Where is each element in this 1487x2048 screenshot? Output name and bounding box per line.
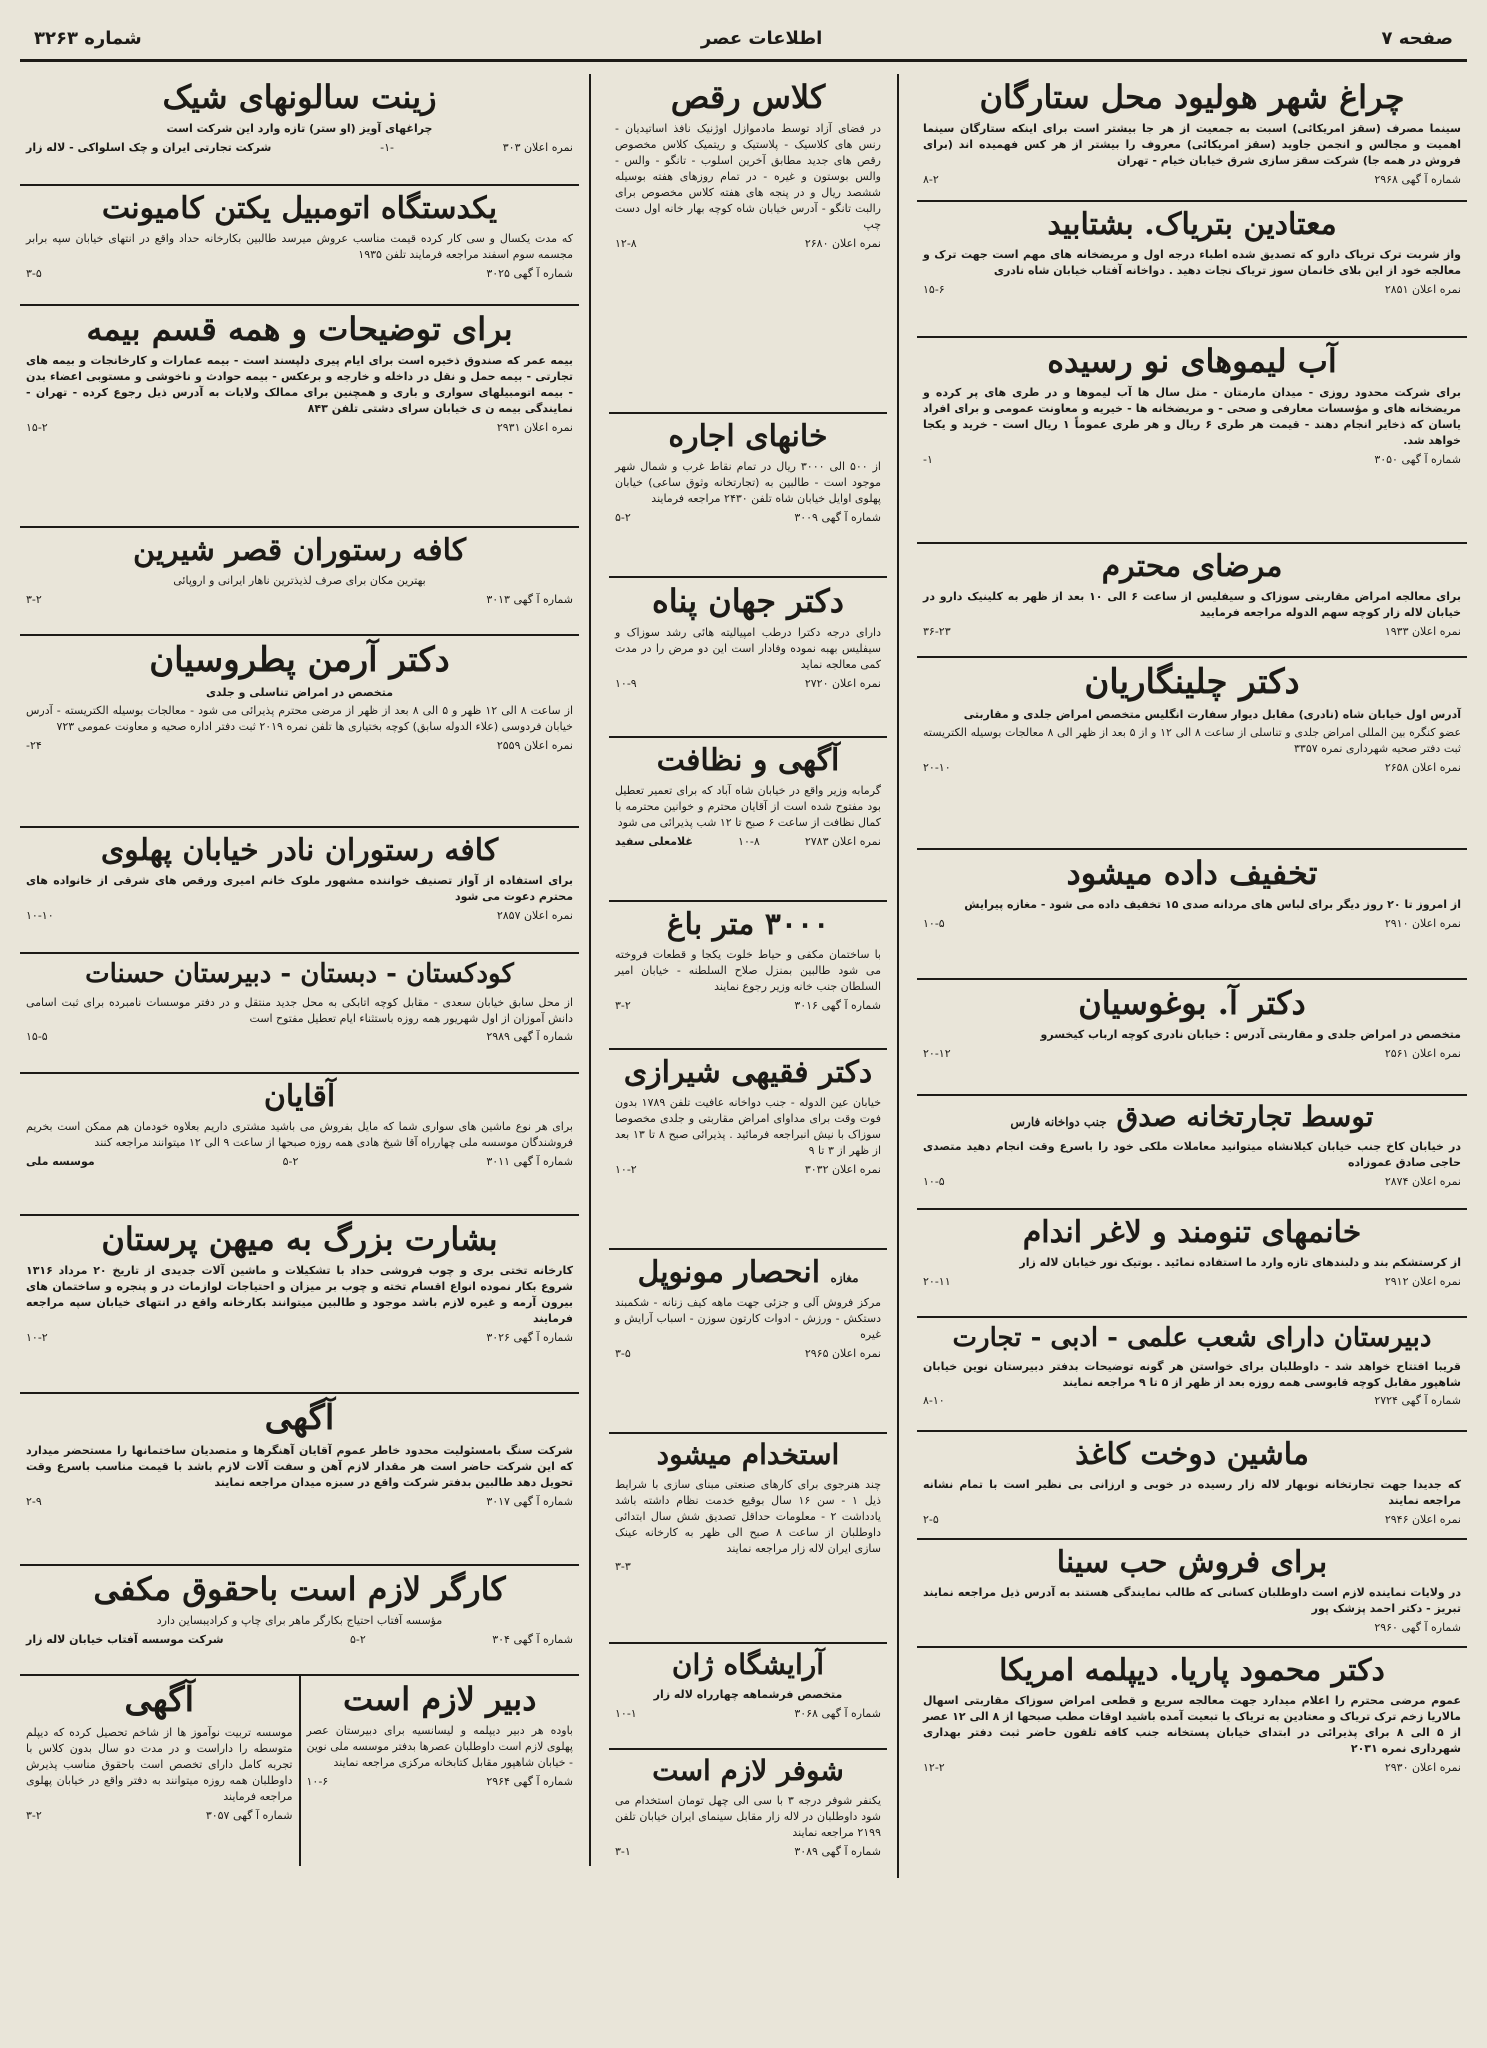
ad-number: نمره اعلان ۲۹۴۶ <box>1384 1512 1461 1526</box>
ad-title: چراغ شهر هولیود محل ستارگان <box>979 78 1405 116</box>
ad-title: دکتر چلینگاریان <box>1084 662 1300 702</box>
ad-garden <box>609 902 887 1050</box>
ad-salon-lamps <box>20 74 579 186</box>
ad-body: خیابان عین الدوله - جنب دواخانه عافیت تلفن ۱۷۸۹ بدون فوت وقت برای مداوای امراض مقاربتی و جلدی مخصوصا سوزاک با نیش انبراجعه فرمائید . پذیرائی صبح ۸ تا ۱۳ بعد از ظهر از ۳ تا ۹ <box>615 1096 882 1157</box>
ad-number: نمره اعلان ۲۷۲۰ <box>804 677 881 690</box>
ad-title: یکدستگاه اتومبیل یکتن کامیونت <box>101 191 498 226</box>
ad-body: از محل سابق خیابان سعدی - مقابل کوچه اتابکی به محل جدید منتقل و در دفتر موسسات نامبرده برای ثبت اسامی دانش آموزان از اول شهریور همه روزه باستثناء ایام تعطیل مفتوح است <box>26 995 573 1025</box>
ad-notice-school <box>20 1676 301 1866</box>
ad-number: نمره اعلان ۲۵۶۱ <box>1384 1047 1461 1061</box>
ad-number: نمره اعلان ۲۹۳۱ <box>496 420 573 434</box>
ad-body: متخصص در امراض جلدی و مقاربتی آدرس : خیابان نادری کوچه ارباب کیخسرو <box>1040 1028 1461 1042</box>
ad-body: در خیابان کاخ جنب خیابان کیلانشاه میتوانید معاملات ملکی خود را باسرع وقت انجام دهید متصدی حاجی صادق عموزاده <box>923 1139 1461 1169</box>
ad-number: نمره اعلان ۳۰۳۲ <box>804 1162 881 1176</box>
ad-pre: مغازه <box>830 1271 859 1285</box>
left-bottom-split <box>20 1676 579 1866</box>
ad-code: ۳-۲ <box>615 998 631 1012</box>
ad-hasanat-school <box>20 954 579 1074</box>
ad-body: عموم مرضی محترم را اعلام میدارد جهت معالجه سریع و قطعی امراض سوزاک مقاربتی اسهال مالاریا زخم ترک تریاک و معتادین به تریاک یا تبعیت آمده باشید اوقات مطب صبحها از ۸ الی ۱۲ عصر از ۵ الی ۸ برای پذیرائی در ابتدای خیابان پستخانه جنب کافه تلفون حاضر ثبت دفتر بهداری شهرداری نمره ۲۰۳۱ <box>923 1694 1461 1755</box>
ad-title: دکتر آ. بوغوسیان <box>1078 984 1306 1022</box>
ad-stone-company <box>20 1394 579 1566</box>
page-label: صفحه ۷ <box>1381 28 1453 49</box>
ad-body: دارای درجه دکترا درطب امپیالیته هائی رشد سوزاک و سیفلیس بهبه نموده وفادار است این دو مرض را در مدت کمی معالجه نماید <box>615 626 881 672</box>
ad-title: مرضای محترم <box>1101 549 1283 584</box>
ad-body: مؤسسه آفتاب احتیاج بکارگر ماهر برای چاپ و کرادیبساین دارد <box>156 1614 443 1628</box>
ad-code: ۳-۵ <box>615 1346 631 1360</box>
ad-body: قریبا افتتاح خواهد شد - داوطلبان برای خواستن هر گونه توضیحات بدفتر دبیرستان نوین خیابان شاهپور مقابل کوچه قابوسی همه روزه بعد از ظهر از ۵ تا ۹ مراجعه نمایند <box>923 1359 1461 1389</box>
ad-body: کارخانه تختی بری و چوب فروشی حداد با تشکیلات و ماشین آلات جدیدی از تاریخ ۲۰ مرداد ۱۳۱۶ شروع بکار نموده انواع اقسام تخته و چوب بر میزان و احتیاجات لوازمات در و پنجره و ساختمان های بیرون آرمه و غیره لازم باشد موجود و طالبین میتوانند بکارخانه واقع در انتهای خیابان سپه مراجعه فرمایند <box>26 1264 573 1325</box>
ad-sina-pills <box>917 1540 1467 1648</box>
ad-code: ۱۵-۲ <box>26 420 48 434</box>
ad-lemon <box>917 338 1467 544</box>
ad-signature: موسسه ملی <box>26 1154 95 1168</box>
ad-code: ۳-۲ <box>26 1809 42 1823</box>
ad-title: دبیرستان دارای شعب علمی - ادبی - تجارت <box>952 1323 1432 1353</box>
ad-code: ۲۰-۱۰ <box>923 761 951 775</box>
ad-title: زینت سالونهای شیک <box>162 78 437 116</box>
paper-name: اطلاعات عصر <box>700 28 823 49</box>
ad-hiring <box>609 1434 887 1644</box>
ad-ladies <box>917 1210 1467 1318</box>
ad-code: ۲۴- <box>26 739 42 753</box>
ad-body: برای استفاده از آواز تصنیف خواننده مشهور ملوک خانم امیری ورقص های شرقی از خانواده های محترم دعوت می شود <box>26 874 573 903</box>
ad-number: نمره اعلان ۲۸۵۷ <box>496 908 573 922</box>
ad-title: برای فروش حب سینا <box>1056 1545 1328 1580</box>
ad-title: کودکستان - دبستان - دبیرستان حسنات <box>85 959 514 989</box>
ad-body: که جدیدا جهت تجارتخانه نوبهار لاله زار رسیده در خوبی و ارزانی بی نظیر است با تمام نشانه مراجعه نمایند <box>923 1478 1461 1507</box>
ad-body: برای هر نوع ماشین های سواری شما که مایل بفروش می باشید مشتری داریم بعلاوه خودمان هم ممکن است بخریم فروشندگان موسسه ملی چهارراه آقا شیخ هادی همه روزه صبحها از ساعت ۹ الی ۱۲ میتوانند مراجعه کنند <box>26 1120 573 1149</box>
ad-number: نمره اعلان ۲۹۶۵ <box>804 1346 881 1360</box>
ad-title: دکتر فقیهی شیرازی <box>623 1055 873 1090</box>
ad-monopol <box>609 1250 887 1434</box>
ad-number: شماره آ گهی ۳۰۲۵ <box>486 266 573 280</box>
ad-code: ۱۰-۵ <box>923 917 945 931</box>
ad-code: ۲-۹ <box>26 1495 42 1509</box>
ad-chelingarian <box>917 658 1467 850</box>
issue-label: شماره ۳۲۶۳ <box>34 28 142 49</box>
ad-number: شماره آ گهی ۳۰۱۳ <box>486 592 573 606</box>
ad-number: نمره اعلان ۲۶۸۰ <box>804 236 881 250</box>
ad-number: نمره اعلان ۲۸۷۴ <box>1384 1174 1461 1188</box>
ad-body: برای شرکت محدود روزی - میدان مارمتان - متل سال ها آب لیموها و در طری های پر کرده و مریضخانه های و مؤسسات معارفی و صحی - و مریضخانه ها - خیریه و معاونت عمومی و برای افراد یاسان که ذخایر انجام دهند - قیمت هر طری ۶ ریال و هر طری عموماً ۱ ریال است - خرید و یکجا خواهد شد. <box>923 386 1461 447</box>
ad-body: واز شربت ترک تریاک دارو که تصدیق شده اطباء درجه اول و مریضخانه های مهم است جهت ترک و معالجه خود از این بلای خانمان سوز تریاک نجات دهید . دواخانه آفتاب خیابان شاه نادری <box>923 248 1461 277</box>
ad-number: شماره آ گهی ۲۹۶۰ <box>1374 1620 1461 1634</box>
ad-teacher-wanted <box>301 1676 580 1866</box>
ad-body: از امروز تا ۲۰ روز دیگر برای لباس های مردانه صدی ۱۵ تخفیف داده می شود - مغازه پیرایش <box>964 898 1461 912</box>
ad-code: ۱۰-۶ <box>306 1775 329 1788</box>
ad-title: معتادین بتریاک. بشتابید <box>1047 207 1337 242</box>
ad-number: شماره آ گهی ۲۹۸۹ <box>486 1030 573 1044</box>
ad-rent-houses <box>609 414 887 578</box>
ad-code: ۱۰-۹ <box>615 677 637 690</box>
left-column <box>20 74 591 1866</box>
ad-number: شماره آ گهی ۳۰۵۰ <box>1374 452 1461 466</box>
ad-insurance <box>20 306 579 528</box>
ad-title: کافه رستوران نادر خیابان پهلوی <box>100 833 499 868</box>
ad-title: برای توضیحات و همه قسم بیمه <box>86 310 513 348</box>
ad-code: ۱۰-۱ <box>615 1706 637 1720</box>
ad-body: مرکز فروش آلی و جزئی جهت ماهه کیف زنانه - شکمبند دستکش - ورزش - ادوات کارتون سوزن - اسباب آرایش و غیره <box>615 1296 881 1341</box>
ad-code: ۱- <box>923 452 933 466</box>
ad-code: ۱۲-۲ <box>923 1760 945 1774</box>
ad-sub: آدرس اول خیابان شاه (نادری) مقابل دیوار سفارت انگلیس متخصص امراض جلدی و مقاربتی <box>963 708 1461 722</box>
ad-code: ۳-۳ <box>615 1560 631 1574</box>
ad-worker-wanted <box>20 1566 579 1676</box>
ad-title: خانهای اجاره <box>668 419 828 454</box>
ad-title: دکتر محمود پاریا. دیپلمه امریکا <box>999 1653 1385 1688</box>
ad-patients <box>917 544 1467 658</box>
ad-paria <box>917 1648 1467 1814</box>
ad-sub: متخصص در امراض تناسلی و جلدی <box>205 686 394 700</box>
ad-hollywood <box>917 74 1467 202</box>
ad-signature: شرکت تجارتی ایران و چک اسلواکی - لاله زار <box>26 141 272 155</box>
ad-code: ۲۰-۱۱ <box>923 1274 951 1288</box>
ad-title: دبیر لازم است <box>343 1680 537 1718</box>
ad-body: بیمه عمر که صندوق ذخیره است برای ایام پیری دلپسند است - بیمه عمارات و کارخانجات و بیمه های تجارتی - بیمه حمل و نقل در داخله و خارجه و برعکس - بیمه حوادث و ناخوشی و مستوبی اعضاء بدن - بیمه اتومبیلهای سواری و باری و همچنین برای ممالک ولایات به آدرس ذیل رجوع کرده - تهران - نمایندگی بیمه ن ی خیابان سرای دشتی تلفن ۸۴۳ <box>26 354 573 415</box>
ad-title: شوفر لازم است <box>652 1754 844 1787</box>
ad-code: ۱۰-۲ <box>615 1162 637 1176</box>
ad-body: موسسه تربیت نوآموز ها از شاخم تحصیل کرده که دیپلم متوسطه را داراست و در مدت دو سال بدون کلاس با تجربه کامل دارای تخصص است باحقوق مناسب پذیرش داوطلبان همه روزه میتوانند به دفتر واقع در خیابان پهلوی مراجعه فرمایند <box>26 1726 293 1804</box>
ad-number: شماره آ گهی ۳۰۸۹ <box>794 1844 881 1858</box>
ad-code: ۳-۱ <box>615 1844 631 1858</box>
ad-code: ۱۵-۵ <box>26 1030 48 1044</box>
ad-signature: شرکت موسسه آفتاب خیابان لاله زار <box>26 1633 224 1647</box>
ad-title: آرایشگاه ژان <box>671 1648 825 1681</box>
ad-title <box>923 1102 1461 1133</box>
ad-title: ۳۰۰۰ متر باغ <box>666 907 830 942</box>
ad-title-text: توسط تجارتخانه صدق <box>1116 1100 1374 1133</box>
ad-number: نمره اعلان ۱۹۳۳ <box>1384 624 1461 638</box>
ad-number: شماره آ گهی ۳۰۶۸ <box>794 1706 881 1720</box>
ad-bath <box>609 738 887 902</box>
ad-code: ۵-۲ <box>282 1154 299 1168</box>
ad-body: که مدت یکسال و سی کار کرده قیمت مناسب عروش میرسد طالبین بکارخانه حداد واقع در انتهای خیابان سپه برابر مجسمه سوم اسفند مراجعه فرمایند تلفن ۱۹۳۵ <box>26 232 573 261</box>
ad-body: عضو کنگره بین المللی امراض جلدی و تناسلی از ساعت ۸ الی ۱۲ و از ۵ بعد از ظهر الی ۸ معالجات بوسیله الکتریسته ثبت دفتر صحیه شهرداری نمره ۳۳۵۷ <box>923 726 1462 756</box>
ad-body: چراغهای آویز (او ستر) تازه وارد این شرکت است <box>166 122 433 136</box>
ad-faghihi <box>609 1050 887 1250</box>
ad-patriots <box>20 1216 579 1394</box>
ad-code: ۱۰-۸ <box>738 834 760 848</box>
middle-column <box>609 74 899 1878</box>
ad-title: آگهی و نظافت <box>656 743 840 778</box>
ad-title: دکتر جهان پناه <box>652 582 844 620</box>
ad-body: از کرستشکم بند و دلبندهای تازه وارد ما استفاده نمائید . بوتیک نور خیابان لاله زار <box>1019 1256 1461 1269</box>
ad-number: شماره آ گهی ۳۰۱۶ <box>794 998 881 1012</box>
ad-number: شماره آ گهی ۳۰۱۱ <box>486 1154 573 1168</box>
ad-code: ۱۵-۶ <box>923 282 945 296</box>
ad-discount <box>917 850 1467 980</box>
ad-title <box>615 1256 881 1289</box>
ad-dance-class <box>609 74 887 414</box>
ad-code: ۱۰-۵ <box>923 1174 945 1188</box>
ad-sedgh <box>917 1096 1467 1210</box>
ad-title: بشارت بزرگ به میهن پرستان <box>101 1220 498 1258</box>
ad-number: نمره اعلان ۲۹۱۰ <box>1384 917 1461 931</box>
ad-code: ۲۰-۱۲ <box>923 1047 951 1061</box>
ad-truck <box>20 186 579 306</box>
ad-title: کافه رستوران قصر شیرین <box>132 533 467 568</box>
ad-body: شرکت سنگ بامسئولیت محدود خاطر عموم آقایان آهنگرها و متصدیان ساختمانها را مستحضر میدارد که این شرکت حاضر است هر مقدار لازم آهن و سفت آلات لازم باشد با قیمت مناسب باسرع وقت تحویل دهد طالبین بدفتر شرکت واقع در سبزه میدان مراجعه نمایند <box>26 1444 573 1490</box>
ad-title: کارگر لازم است باحقوق مکفی <box>93 1570 506 1608</box>
ad-code: ۲-۵ <box>923 1512 939 1526</box>
ad-code: ۳-۵ <box>26 266 42 280</box>
ad-title: آقایان <box>263 1079 336 1114</box>
ad-number: شماره آ گهی ۳۰۵۷ <box>205 1809 293 1823</box>
ad-body: سینما مصرف (سقز امریکائی) اسبت به جمعیت از هر جا بیشتر است برای اینکه ستارگان سینما اهمیت و مجالس و انجمن جاوید (سقز امریکائی) معروف را بیشتر از هر کس فهمیده اند (برای فروش در همه جا) شرکت سقز سازی شرق خیابان خیام - تهران <box>923 122 1461 168</box>
ad-body: در ولایات نماینده لازم است داوطلبان کسانی که طالب نمایندگی هستند به آدرس ذیل مراجعه نمایند تبریز - دکتر احمد پزشک پور <box>923 1586 1461 1615</box>
ad-number: نمره اعلان ۲۹۳۰ <box>1384 1760 1461 1774</box>
ad-body: باوده هر دبیر دیپلمه و لیسانسیه برای دبیرستان عصر پهلوی لازم است داوطلبان عصرها بدفتر موسسه ملی نوین - خیابان شاهپور مقابل کتابخانه مرکزی مراجعه نمایند <box>306 1724 573 1770</box>
ad-body: بهترین مکان برای صرف لذیذترین ناهار ایرانی و اروپائی <box>173 574 426 587</box>
ad-code: ۳۶-۲۳ <box>923 624 951 638</box>
ad-title: دکتر آرمن پطروسیان <box>149 640 450 680</box>
ad-number: شماره آ گهی ۲۷۲۴ <box>1374 1394 1461 1408</box>
ad-gentlemen <box>20 1074 579 1216</box>
ad-petrosian <box>20 636 579 828</box>
ad-title: استخدام میشود <box>656 1438 840 1471</box>
ad-nader-restaurant <box>20 828 579 954</box>
ad-number: شماره آ گهی ۳۰۲۶ <box>486 1330 573 1344</box>
ad-paper-machine <box>917 1432 1467 1540</box>
ad-number: نمره اعلان ۲۶۵۸ <box>1384 761 1461 775</box>
ad-title-text: انحصار مونوپل <box>637 1255 821 1290</box>
newspaper-page <box>20 18 1467 2030</box>
ad-number: شماره آ گهی ۲۹۶۸ <box>1374 173 1461 186</box>
ad-number: شماره آ گهی ۳۰۱۷ <box>486 1495 573 1509</box>
ad-code: -۱- <box>380 141 394 155</box>
ad-title: آب لیموهای نو رسیده <box>1047 342 1337 380</box>
ad-title: خانمهای تنومند و لاغر اندام <box>1022 1215 1362 1250</box>
ad-body: با ساختمان مکفی و حیاط خلوت یکجا و قطعات فروخته می شود طالبین بمنزل صلاح السلطنه - خیابان امیر السلطان جنب خانه وزیر رجوع نمایند <box>615 948 881 993</box>
ad-number: نمره اعلان ۲۸۵۱ <box>1384 282 1461 296</box>
ad-body: برای معالجه امراض مقاربتی سوزاک و سیفلیس از ساعت ۶ الی ۱۰ بعد از ظهر به کلینیک دارو در خیابان لاله زار کوچه سهم الدوله مراجعه فرمایید <box>923 590 1461 619</box>
ad-jean-salon <box>609 1644 887 1750</box>
ad-number: شماره آ گهی ۳۰۰۹ <box>794 510 881 524</box>
ad-title: آگهی <box>124 1680 195 1720</box>
ad-body: از ۵۰۰ الی ۳۰۰۰ ریال در تمام نقاط غرب و شمال شهر موجود است - طالبین به (تجارتخانه وثوق ساعی) خیابان پهلوی اوایل خیابان شاه تلفن ۲۴۳۰ مراجعه فرمایند <box>615 460 881 505</box>
ad-code: ۱۰-۲ <box>26 1330 48 1344</box>
ad-code: ۱۲-۸ <box>615 236 637 250</box>
ad-title: کلاس رقص <box>670 78 826 116</box>
ad-code: ۱۰-۱۰ <box>26 908 54 922</box>
ad-signature: غلامعلی سفید <box>615 834 693 848</box>
ad-jahanpanah <box>609 578 887 738</box>
ad-body: چند هنرجوی برای کارهای صنعتی مبنای سازی با شرایط ذیل ۱ - سن ۱۶ سال بوقیع خدمت نظام داشته باشد یادداشت ۲ - معلومات حداقل تصدیق شش سال ابتدائی داوطلبان از ساعت ۸ صبح الی ظهر به کارخانه عینک سازی ایران لاله زار مراجعه نمایند <box>615 1477 882 1555</box>
ad-code: ۸-۲ <box>923 173 939 186</box>
masthead <box>20 18 1467 62</box>
ad-boghosian <box>917 980 1467 1096</box>
ad-code: ۵-۲ <box>615 510 631 524</box>
ad-opium <box>917 202 1467 338</box>
ad-body: از ساعت ۸ الی ۱۲ ظهر و ۵ الی ۸ بعد از ظهر از مرضی محترم پذیرائی می شود - معالجات بوسیله الکتریسته - آدرس خیابان فردوسی (علاء الدوله سابق) کوچه بختیاری ها تلفن نمره ۲۰۱۹ ثبت دفتر اداره صحیه و معاونت عمومی ۷۲۳ <box>26 704 574 734</box>
ad-number: شماره آ گهی ۳۰۴ <box>492 1633 573 1647</box>
ad-number: نمره اعلان ۲۵۵۹ <box>496 739 573 753</box>
ad-body: در فضای آزاد توسط مادموازل اوژنیک نافذ اساتیدیان - رنس های کلاسیک - پلاستیک و ریتمیک کلاس مخصوص رقص های جدید مطابق آخرین اسلوب - تانگو - والس - والس بوستون و غیره - در تمام روزهای هفته بوسیله ششصد ریال و در پنجه های هفته کلاس مخصوص برای رالبت تانگو - آدرس خیابان شاه کوچه بهار خانه اول دست چپ <box>615 122 881 231</box>
ad-number: نمره اعلان ۲۹۱۲ <box>1384 1274 1461 1288</box>
ad-number: نمره اعلان ۲۷۸۳ <box>804 834 881 848</box>
ad-number: شماره آ گهی ۲۹۶۴ <box>486 1775 573 1788</box>
ad-title: تخفیف داده میشود <box>1066 854 1318 892</box>
ad-qasr-shirin <box>20 528 579 636</box>
ad-code: ۳-۲ <box>26 592 42 606</box>
ad-title: ماشین دوخت کاغذ <box>1075 1437 1309 1472</box>
ad-chauffeur <box>609 1750 887 1878</box>
ad-body: گرمابه وزیر واقع در خیابان شاه آباد که برای تعمیر تعطیل بود مفتوح شده است از آقایان محترم و خوانین محترمه با کمال نظافت از ساعت ۶ صبح تا ۱۲ شب پذیرائی می شود <box>615 784 881 829</box>
ad-highschool <box>917 1318 1467 1432</box>
ad-body: متخصص فرشماهه چهارراه لاله زار <box>653 1687 843 1701</box>
ad-body: یکنفر شوفر درجه ۳ با سی الی چهل تومان استخدام می شود داوطلبان در لاله زار مقابل سینمای ایران خیابان تلفن ۲۱۹۹ مراجعه نمایند <box>615 1793 882 1839</box>
ad-number: نمره اعلان ۳۰۳ <box>502 141 573 155</box>
ad-code: ۵-۲ <box>349 1633 366 1647</box>
right-column <box>917 74 1467 1814</box>
ad-title: آگهی <box>264 1398 335 1438</box>
ad-code: ۸-۱۰ <box>923 1394 945 1408</box>
ad-title-sub: جنب دواخانه فارس <box>1010 1115 1107 1129</box>
